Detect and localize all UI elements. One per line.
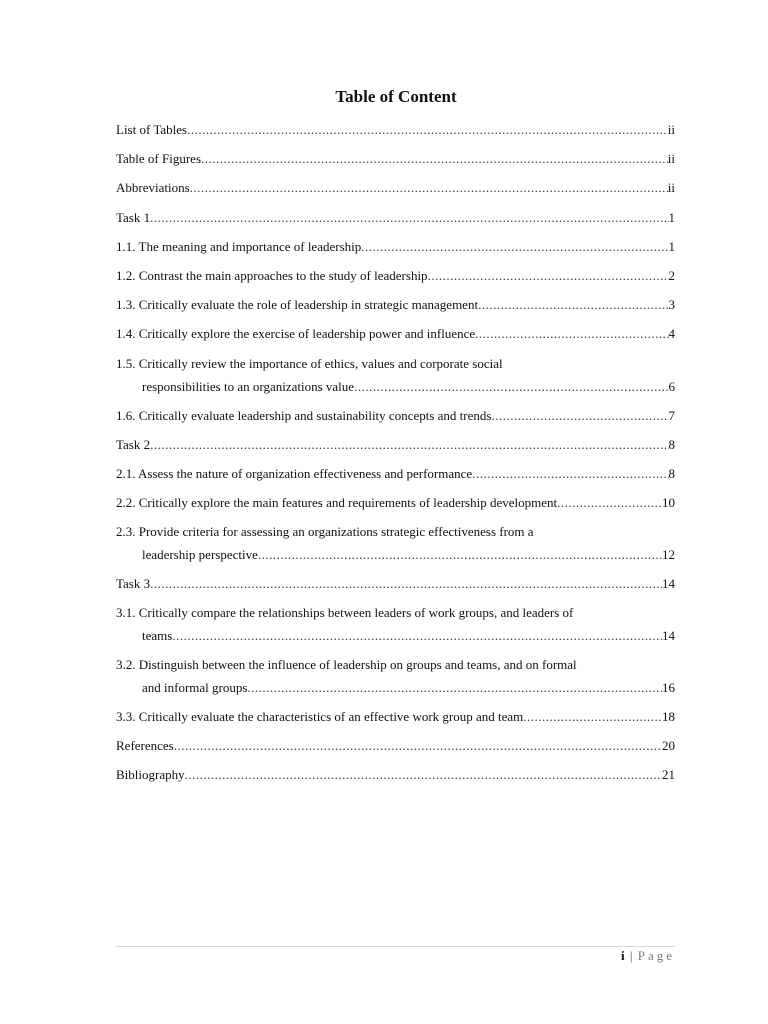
toc-entry-page: 1 xyxy=(668,210,675,225)
toc-leader xyxy=(150,572,662,595)
toc-leader xyxy=(472,462,668,485)
toc-entry-page: 12 xyxy=(662,547,675,562)
toc-leader xyxy=(190,176,668,199)
toc-entry[interactable] xyxy=(116,653,675,699)
toc-leader xyxy=(557,491,662,514)
toc-entry-label: 3.3. Critically evaluate the characteristics of an effective work group and team xyxy=(116,709,524,724)
footer-page-word: Page xyxy=(637,948,675,963)
toc-entry[interactable] xyxy=(116,293,675,316)
toc-entry-page: ii xyxy=(667,151,675,166)
toc-entry-page: 18 xyxy=(662,709,675,724)
toc-entry-page: 10 xyxy=(662,495,675,510)
toc-entry[interactable] xyxy=(116,763,675,786)
toc-leader xyxy=(491,404,668,427)
toc-entry[interactable] xyxy=(116,572,675,595)
toc-entry[interactable] xyxy=(116,322,675,345)
toc-entry[interactable] xyxy=(116,705,675,728)
toc-leader xyxy=(150,433,668,456)
footer-divider xyxy=(116,946,675,947)
toc-entry-continuation: responsibilities to an organizations value xyxy=(142,379,355,394)
toc-entry[interactable] xyxy=(116,462,675,485)
toc-entry-label: Table of Figures xyxy=(116,151,202,166)
toc-entry-continuation: and informal groups xyxy=(142,680,248,695)
toc-entry[interactable] xyxy=(116,520,675,566)
toc-leader xyxy=(187,118,668,141)
toc-entry-label: Task 3 xyxy=(116,576,151,591)
toc-leader xyxy=(174,734,662,757)
toc-entry-label: 1.6. Critically evaluate leadership and sustainability concepts and trends xyxy=(116,408,492,423)
toc-entry[interactable] xyxy=(116,264,675,287)
toc-entry[interactable] xyxy=(116,734,675,757)
toc-entry[interactable] xyxy=(116,491,675,514)
toc-entry-label: 1.3. Critically evaluate the role of leadership in strategic management xyxy=(116,297,479,312)
toc-entry-label: 2.2. Critically explore the main features and requirements of leadership development xyxy=(116,495,558,510)
toc-entry-label: 1.2. Contrast the main approaches to the study of leadership xyxy=(116,268,428,283)
toc-leader xyxy=(475,322,668,345)
toc-entry-page: 8 xyxy=(668,466,675,481)
toc-entry-label: 1.1. The meaning and importance of leadership xyxy=(116,239,362,254)
toc-entry-label: 1.4. Critically explore the exercise of leadership power and influence xyxy=(116,326,476,341)
toc-entry[interactable] xyxy=(116,433,675,456)
toc-entry-page: 20 xyxy=(662,738,675,753)
toc-entry-label: 1.5. Critically review the importance of ethics, values and corporate social xyxy=(116,356,503,371)
toc-leader xyxy=(354,375,668,398)
toc-entry-continuation: teams xyxy=(142,628,173,643)
toc-entry[interactable] xyxy=(116,176,675,199)
footer-page-number: i xyxy=(620,948,625,963)
toc-entry-label: Task 1 xyxy=(116,210,151,225)
toc-title: Table of Content xyxy=(335,87,457,106)
toc-leader xyxy=(247,676,662,699)
toc-entry-page: ii xyxy=(667,180,675,195)
toc-entry-page: 14 xyxy=(662,628,675,643)
toc-entry[interactable] xyxy=(116,206,675,229)
toc-entry-continuation: leadership perspective xyxy=(142,547,258,562)
toc-entry[interactable] xyxy=(116,352,675,398)
toc-leader xyxy=(523,705,662,728)
toc-entry-page: 16 xyxy=(662,680,675,695)
toc-entry-label: Abbreviations xyxy=(116,180,190,195)
toc-entry-page: 4 xyxy=(668,326,675,341)
toc-leader xyxy=(361,235,668,258)
toc-entry[interactable] xyxy=(116,235,675,258)
toc-leader xyxy=(172,624,662,647)
toc-entry-page: 14 xyxy=(662,576,675,591)
toc-entry-page: ii xyxy=(667,122,675,137)
toc-entry[interactable] xyxy=(116,147,675,170)
toc-entry-page: 1 xyxy=(668,239,675,254)
toc-entry-page: 21 xyxy=(662,767,675,782)
toc-entry-page: 7 xyxy=(668,408,675,423)
toc-entry-label: 2.3. Provide criteria for assessing an organizations strategic effectiveness from a xyxy=(116,524,534,539)
toc-entry-label: List of Tables xyxy=(116,122,188,137)
toc-entry-label: 2.1. Assess the nature of organization effectiveness and performance xyxy=(116,466,473,481)
toc-entry-label: Bibliography xyxy=(116,767,185,782)
toc-entry[interactable] xyxy=(116,601,675,647)
toc-leader xyxy=(201,147,668,170)
toc-leader xyxy=(258,543,662,566)
toc-entry-page: 8 xyxy=(668,437,675,452)
toc-entry-label: Task 2 xyxy=(116,437,151,452)
toc-entry-page: 6 xyxy=(668,379,675,394)
toc-entry-label: 3.2. Distinguish between the influence of leadership on groups and teams, and on formal xyxy=(116,657,577,672)
toc-leader xyxy=(185,763,662,786)
toc-leader xyxy=(478,293,668,316)
footer-separator: | xyxy=(629,948,633,963)
toc-leader xyxy=(150,206,668,229)
toc-entry-page: 2 xyxy=(668,268,675,283)
toc-entry-label: 3.1. Critically compare the relationships between leaders of work groups, and leaders of xyxy=(116,605,574,620)
toc-entry[interactable] xyxy=(116,118,675,141)
page-footer xyxy=(621,947,675,965)
toc-entry[interactable] xyxy=(116,404,675,427)
toc-leader xyxy=(428,264,669,287)
toc-entry-page: 3 xyxy=(668,297,675,312)
toc-entry-label: References xyxy=(116,738,174,753)
